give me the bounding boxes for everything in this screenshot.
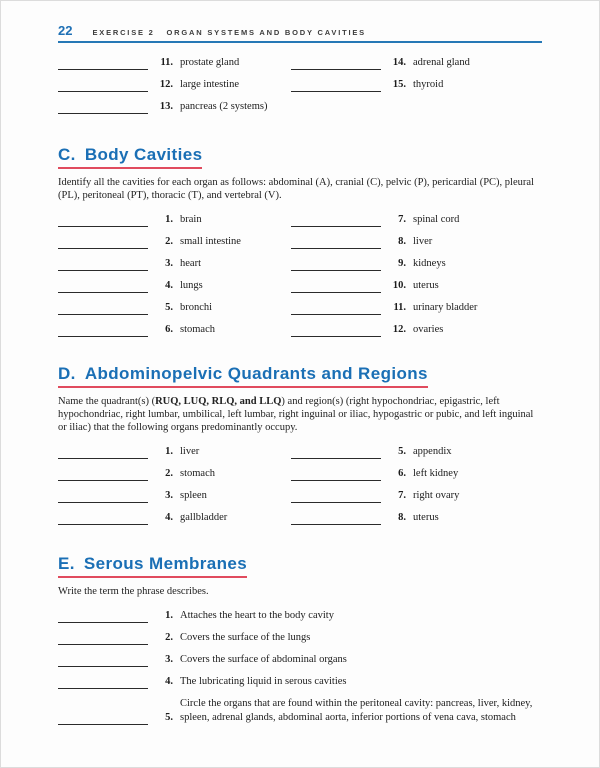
item-number: 14. xyxy=(392,57,406,68)
answer-item xyxy=(291,301,542,315)
item-label: Attaches the heart to the body cavity xyxy=(180,610,334,621)
item-number: 4. xyxy=(165,512,173,523)
section-c-left-column xyxy=(58,213,291,345)
answer-blank xyxy=(58,323,148,337)
answer-blank xyxy=(58,257,148,271)
item-number: 7. xyxy=(398,490,406,501)
item-number: 2. xyxy=(165,632,173,643)
item-label: small intestine xyxy=(180,236,241,247)
section-letter: C. xyxy=(58,145,76,164)
section-e-items xyxy=(58,609,542,725)
item-number: 6. xyxy=(398,468,406,479)
running-header xyxy=(58,25,542,43)
answer-item xyxy=(58,78,291,92)
answer-blank xyxy=(58,467,148,481)
answer-blank xyxy=(58,675,148,689)
running-header-title xyxy=(92,28,366,37)
item-number: 4. xyxy=(165,280,173,291)
section-c-heading xyxy=(58,145,542,169)
page-content xyxy=(1,1,599,725)
item-number: 3. xyxy=(165,490,173,501)
section-title-text: Serous Membranes xyxy=(83,554,248,573)
answer-blank xyxy=(291,511,381,525)
section-d-heading xyxy=(58,364,542,388)
item-number: 8. xyxy=(398,512,406,523)
item-label: prostate gland xyxy=(180,57,240,68)
answer-blank xyxy=(58,511,148,525)
answer-item xyxy=(58,609,542,623)
item-label: liver xyxy=(180,446,200,457)
answer-item xyxy=(58,489,291,503)
section-title-text: Body Cavities xyxy=(84,145,203,164)
answer-item xyxy=(58,56,291,70)
item-label: uterus xyxy=(413,512,439,523)
answer-blank xyxy=(58,213,148,227)
answer-blank xyxy=(58,235,148,249)
section-e-instructions: Write the term the phrase describes. xyxy=(58,586,209,597)
answer-blank xyxy=(58,609,148,623)
item-number: 15. xyxy=(392,79,406,90)
item-number: 2. xyxy=(165,236,173,247)
item-label: uterus xyxy=(413,280,439,291)
answer-item xyxy=(291,323,542,337)
item-number: 5. xyxy=(398,446,406,457)
answer-blank xyxy=(58,100,148,114)
item-number: 7. xyxy=(398,214,406,225)
section-title-text: Abdominopelvic Quadrants and Regions xyxy=(84,364,428,383)
answer-item xyxy=(291,213,542,227)
item-number: 2. xyxy=(165,468,173,479)
section-b-left-column xyxy=(58,56,291,122)
answer-item xyxy=(58,323,291,337)
answer-item xyxy=(58,697,542,725)
answer-blank xyxy=(291,445,381,459)
answer-item xyxy=(291,78,542,92)
item-label: liver xyxy=(413,236,433,247)
item-number: 4. xyxy=(165,676,173,687)
item-label: spinal cord xyxy=(413,214,460,225)
item-label: Covers the surface of the lungs xyxy=(180,632,311,643)
answer-item xyxy=(58,301,291,315)
answer-blank xyxy=(58,279,148,293)
section-b-items xyxy=(58,56,542,122)
section-c-right-column xyxy=(291,213,542,345)
answer-blank xyxy=(58,301,148,315)
section-e-title xyxy=(58,554,247,578)
item-number: 1. xyxy=(165,214,173,225)
answer-blank xyxy=(58,489,148,503)
item-number: 12. xyxy=(159,79,173,90)
item-number: 8. xyxy=(398,236,406,247)
item-label: stomach xyxy=(180,468,215,479)
item-number: 5. xyxy=(165,302,173,313)
instructions-pre: Name the quadrant(s) ( xyxy=(58,396,156,407)
section-e-heading xyxy=(58,554,542,578)
answer-blank xyxy=(58,445,148,459)
answer-blank xyxy=(58,711,148,725)
answer-blank xyxy=(291,489,381,503)
answer-item xyxy=(291,235,542,249)
section-d-left-column xyxy=(58,445,291,533)
item-label: gallbladder xyxy=(180,512,228,523)
answer-item xyxy=(58,675,542,689)
item-number: 10. xyxy=(392,280,406,291)
item-label: thyroid xyxy=(413,79,444,90)
answer-blank xyxy=(291,323,381,337)
item-label: brain xyxy=(180,214,202,225)
answer-item xyxy=(291,257,542,271)
exercise-number: EXERCISE 2 xyxy=(92,28,155,37)
item-number: 5. xyxy=(165,712,173,723)
item-label: adrenal gland xyxy=(413,57,470,68)
answer-blank xyxy=(291,301,381,315)
item-label: kidneys xyxy=(413,258,446,269)
item-number: 11. xyxy=(160,57,173,68)
section-c-title xyxy=(58,145,202,169)
answer-blank xyxy=(291,235,381,249)
item-number: 3. xyxy=(165,258,173,269)
section-d-right-column xyxy=(291,445,542,533)
answer-item xyxy=(291,445,542,459)
item-label: urinary bladder xyxy=(413,302,478,313)
item-label: right ovary xyxy=(413,490,460,501)
answer-item xyxy=(58,257,291,271)
exercise-title: ORGAN SYSTEMS AND BODY CAVITIES xyxy=(166,28,366,37)
item-number: 6. xyxy=(165,324,173,335)
answer-blank xyxy=(58,78,148,92)
instructions-post: ) and region(s) (right hypochondriac, epigastric, left hypochondriac, right lumbar, umbilical, left lumbar, right inguinal or iliac, hypogastric or pubic, and left inguinal or iliac) that the following organs predominantly occupy. xyxy=(58,396,534,433)
item-label: pancreas (2 systems) xyxy=(180,101,268,112)
answer-blank xyxy=(58,631,148,645)
item-label: stomach xyxy=(180,324,215,335)
answer-item xyxy=(58,653,542,667)
answer-blank xyxy=(58,653,148,667)
answer-item xyxy=(58,100,291,114)
item-label: heart xyxy=(180,258,201,269)
section-d-items xyxy=(58,445,542,533)
answer-item xyxy=(291,467,542,481)
item-number: 1. xyxy=(165,610,173,621)
section-b-right-column xyxy=(291,56,542,122)
item-number: 9. xyxy=(398,258,406,269)
item-number: 3. xyxy=(165,654,173,665)
answer-item xyxy=(291,56,542,70)
section-d-instructions xyxy=(58,395,542,434)
section-c-items xyxy=(58,213,542,345)
answer-blank xyxy=(291,78,381,92)
answer-item xyxy=(58,235,291,249)
answer-blank xyxy=(291,213,381,227)
answer-item xyxy=(291,511,542,525)
item-label: spleen xyxy=(180,490,207,501)
answer-blank xyxy=(291,56,381,70)
item-label: appendix xyxy=(413,446,452,457)
answer-item xyxy=(291,489,542,503)
page-number: 22 xyxy=(58,23,73,38)
section-letter: D. xyxy=(58,364,76,383)
item-label: left kidney xyxy=(413,468,459,479)
section-letter: E. xyxy=(58,554,75,573)
item-label: ovaries xyxy=(413,324,444,335)
answer-item xyxy=(58,631,542,645)
answer-item xyxy=(291,279,542,293)
item-label: Circle the organs that are found within the peritoneal cavity: pancreas, liver, kidney, spleen, adrenal glands, abdominal aorta, inferior portions of vena cava, stomach xyxy=(180,698,533,723)
answer-item xyxy=(58,279,291,293)
answer-blank xyxy=(291,279,381,293)
section-c-instructions: Identify all the cavities for each organ as follows: abdominal (A), cranial (C), pelvic (P), pericardial (PC), pleural (PL), peritoneal (PT), thoracic (T), and vertebral (V). xyxy=(58,177,534,201)
item-number: 1. xyxy=(165,446,173,457)
answer-item xyxy=(58,445,291,459)
instructions-bold: RUQ, LUQ, RLQ, and LLQ xyxy=(155,396,282,407)
item-number: 11. xyxy=(393,302,406,313)
item-label: The lubricating liquid in serous cavities xyxy=(180,676,347,687)
section-d-title xyxy=(58,364,428,388)
answer-item xyxy=(58,467,291,481)
answer-item xyxy=(58,511,291,525)
answer-item xyxy=(58,213,291,227)
item-label: lungs xyxy=(180,280,203,291)
answer-blank xyxy=(58,56,148,70)
item-label: large intestine xyxy=(180,79,239,90)
answer-blank xyxy=(291,257,381,271)
item-number: 12. xyxy=(392,324,406,335)
item-label: Covers the surface of abdominal organs xyxy=(180,654,347,665)
item-number: 13. xyxy=(159,101,173,112)
item-label: bronchi xyxy=(180,302,213,313)
answer-blank xyxy=(291,467,381,481)
